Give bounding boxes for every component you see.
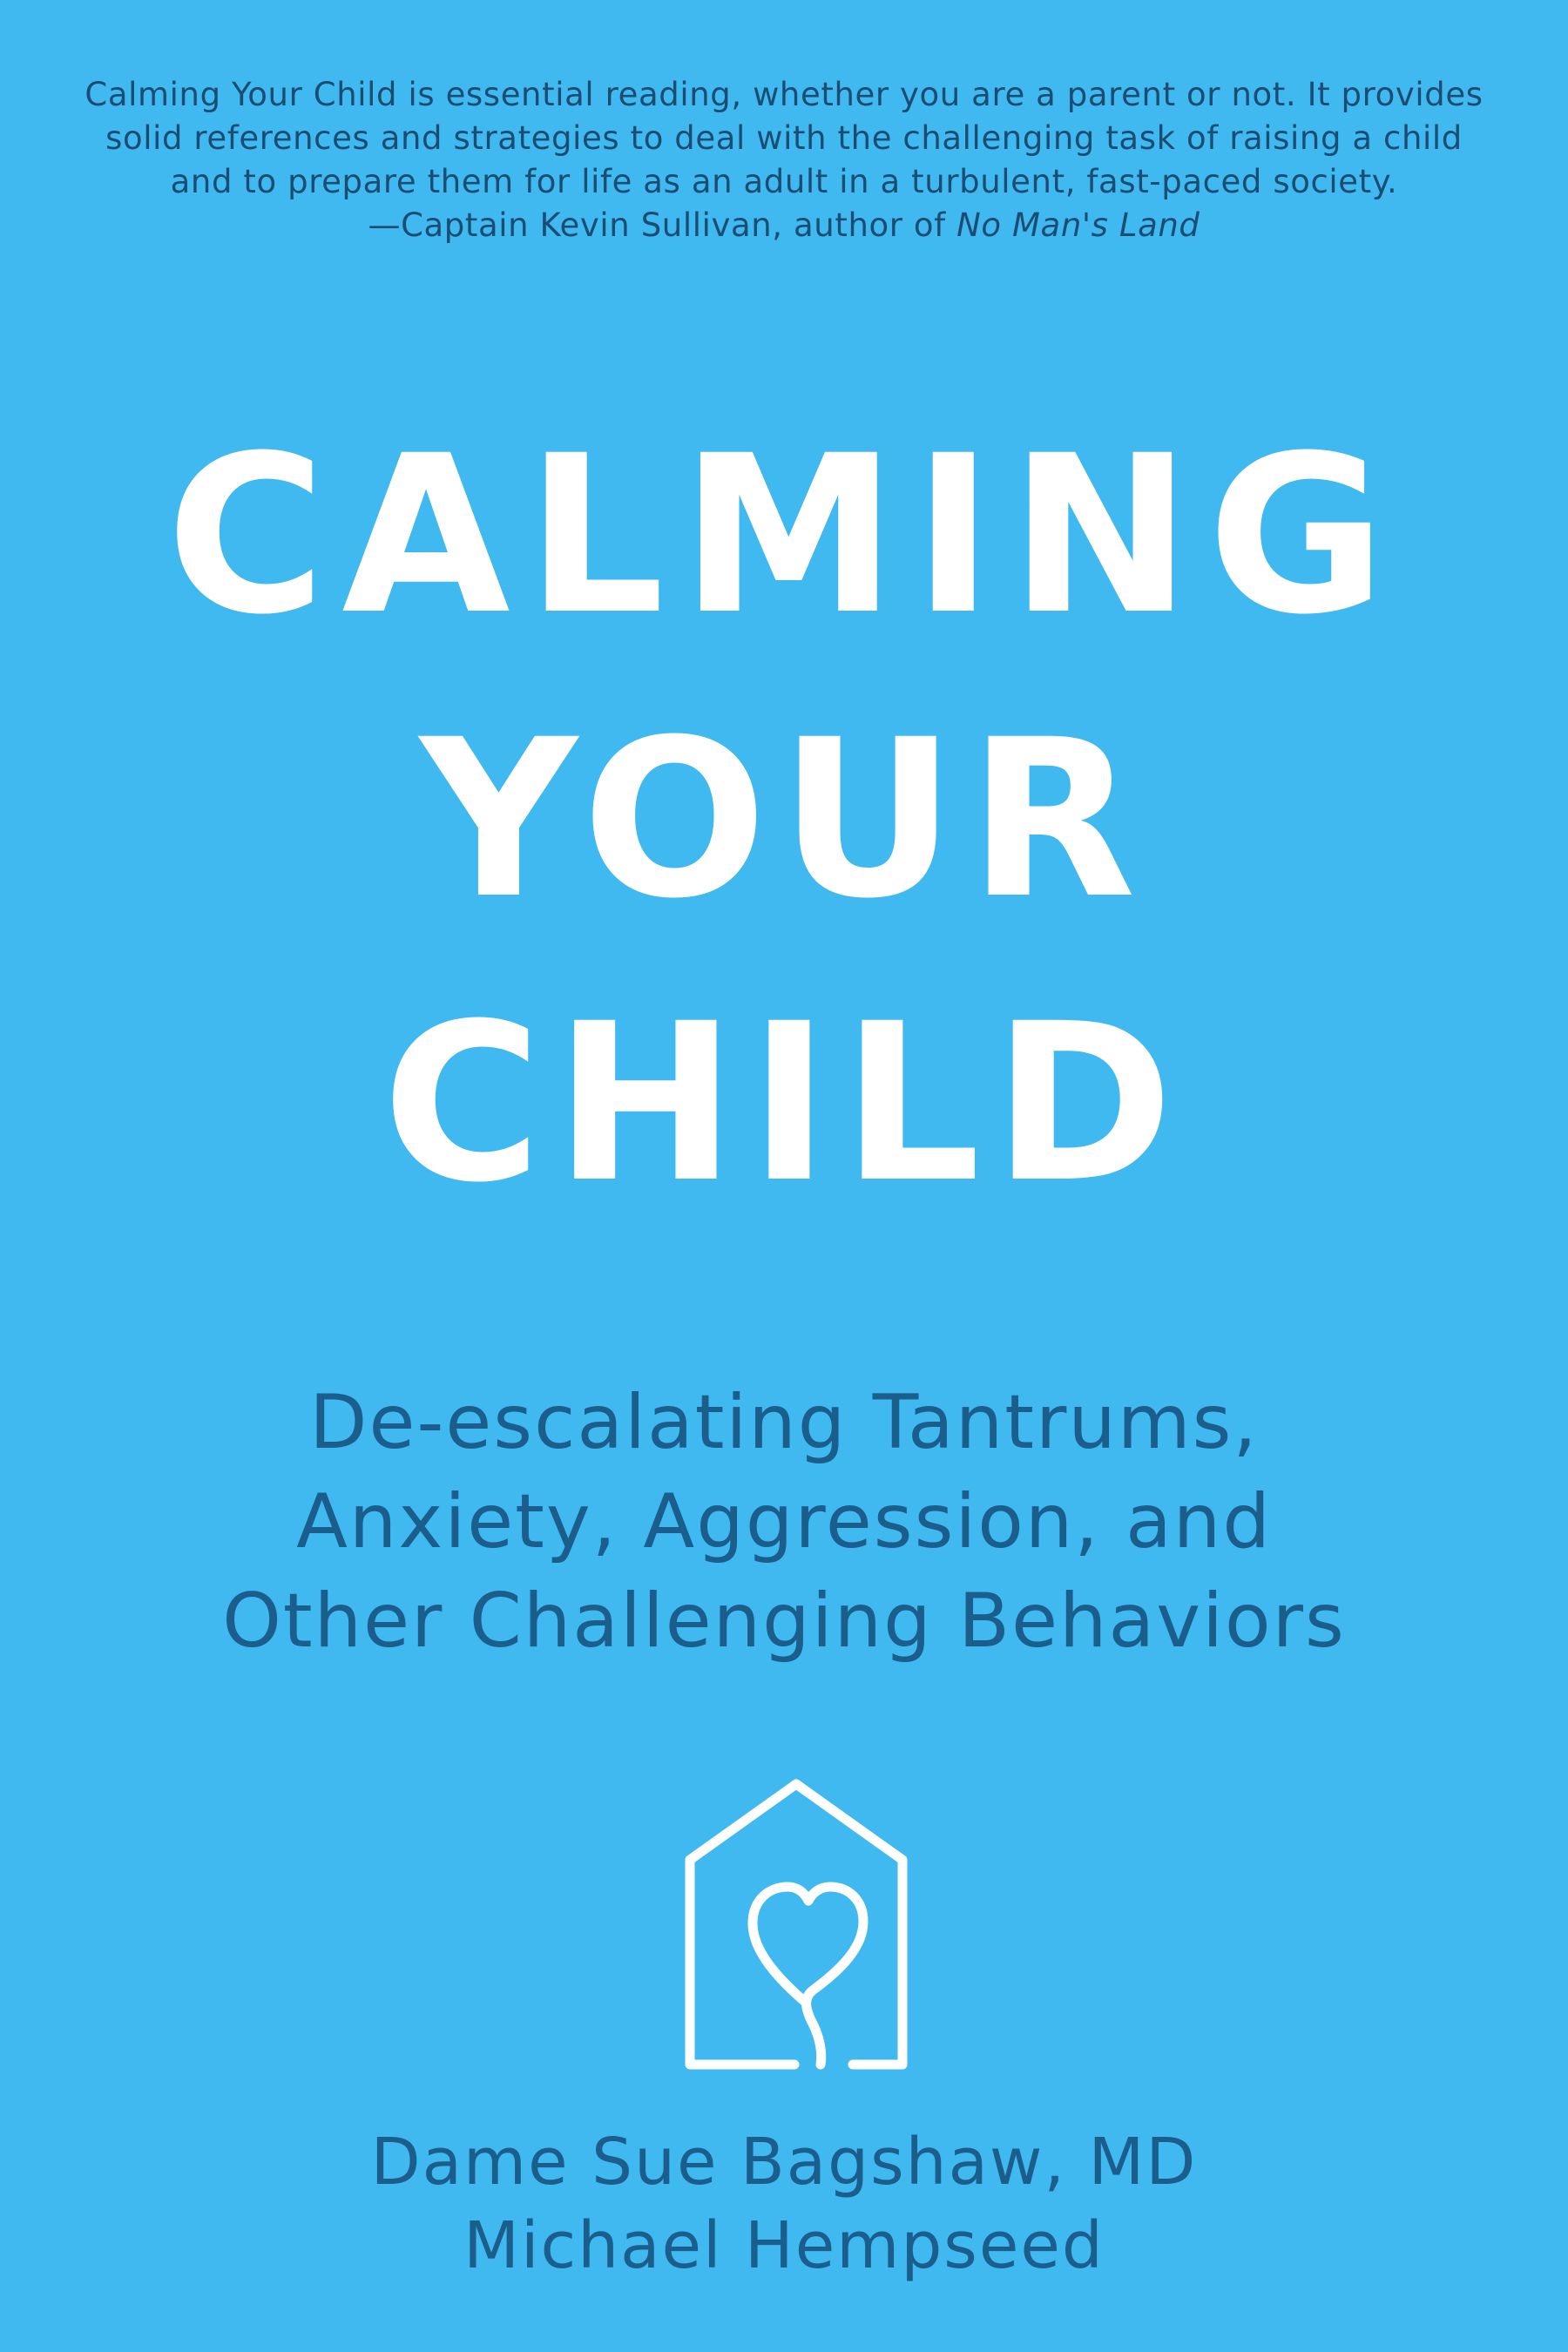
title-line: CHILD — [382, 977, 1186, 1230]
author-name: Dame Sue Bagshaw, MD — [370, 2125, 1198, 2200]
title-line: CALMING — [166, 409, 1402, 662]
book-subtitle — [0, 1373, 1568, 1671]
subtitle-line: Other Challenging Behaviors — [222, 1578, 1346, 1665]
book-title — [0, 394, 1568, 1246]
subtitle-line: Anxiety, Aggression, and — [296, 1478, 1272, 1565]
attribution-work: No Man's Land — [956, 206, 1200, 244]
house-heart-icon — [674, 1777, 918, 2073]
title-line: YOUR — [419, 693, 1149, 946]
author-name: Michael Hempseed — [463, 2208, 1105, 2283]
blurb-line: Calming Your Child is essential reading, whether you are a parent or not. It provides — [84, 76, 1484, 113]
subtitle-line: De-escalating Tantrums, — [309, 1379, 1259, 1466]
blurb-line: solid references and strategies to deal with the challenging task of raising a child — [105, 119, 1463, 157]
endorsement-blurb — [52, 73, 1516, 247]
blurb-attribution — [52, 204, 1516, 247]
attribution-author: —Captain Kevin Sullivan, author of — [368, 206, 957, 244]
blurb-line: and to prepare them for life as an adult in a turbulent, fast-paced society. — [170, 163, 1398, 200]
book-authors — [0, 2120, 1568, 2288]
